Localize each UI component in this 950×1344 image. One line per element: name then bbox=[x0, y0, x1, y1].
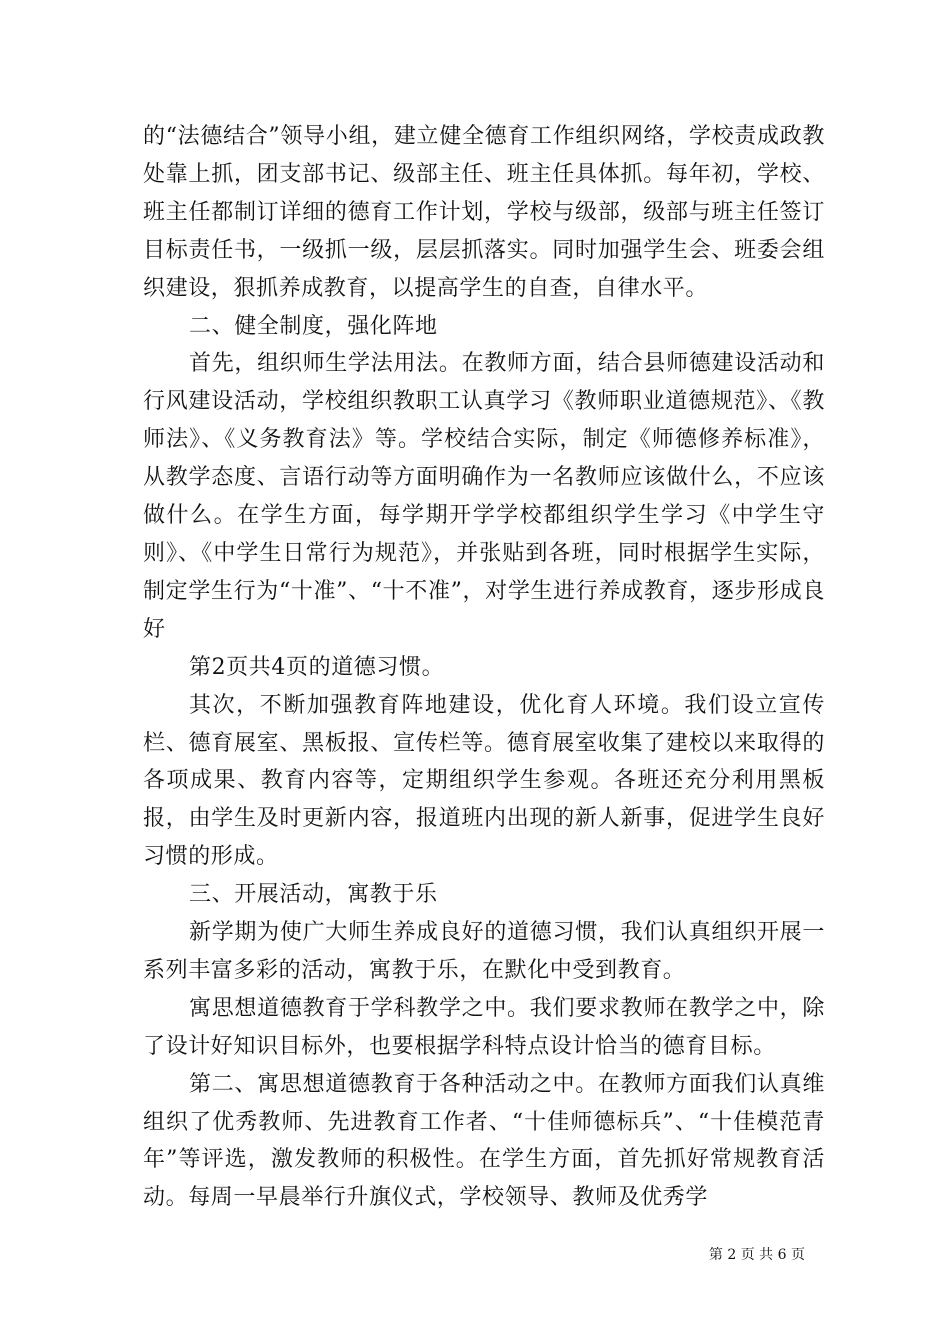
paragraph-7: 第二、寓思想道德教育于各种活动之中。在教师方面我们认真维组织了优秀教师、先进教育工作者、“十佳师德标兵”、“十佳模范青年”等评选，激发教师的积极性。在学生方面，首先抓好常规教育活动。每周一早晨举行升旗仪式，学校领导、教师及优秀学 bbox=[143, 1071, 825, 1211]
paragraph-2: 首先，组织师生学法用法。在教师方面，结合县师德建设活动和行风建设活动，学校组织教职工认真学习《教师职业道德规范》、《教师法》、《义务教育法》等。学校结合实际，制定《师德修养标准》，从教学态度、言语行动等方面明确作为一名教师应该做什么，不应该做什么。在学生方面，每学期开学学校都组织学生学习《中学生守则》、《中学生日常行为规范》，并张贴到各班，同时根据学生实际，制定学生行为“十准”、“十不准”，对学生进行养成教育，逐步形成良好 bbox=[143, 351, 825, 642]
paragraph-3: 第2页共4页的道德习惯。 bbox=[189, 654, 445, 680]
page-number: 第 2 页 共 6 页 bbox=[708, 1247, 805, 1263]
paragraph-1: 的“法德结合”领导小组，建立健全德育工作组织网络，学校责成政教处靠上抓，团支部书记、级部主任、班主任具体抓。每年初，学校、班主任都制订详细的德育工作计划，学校与级部，级部与班主任签订目标责任书，一级抓一级，层层抓落实。同时加强学生会、班委会组织建设，狠抓养成教育，以提高学生的自查，自律水平。 bbox=[143, 124, 825, 301]
heading-section-3: 三、开展活动，寓教于乐 bbox=[189, 882, 438, 908]
paragraph-5: 新学期为使广大师生养成良好的道德习惯，我们认真组织开展一系列丰富多彩的活动，寓教于乐，在默化中受到教育。 bbox=[143, 920, 825, 983]
paragraph-4: 其次，不断加强教育阵地建设，优化育人环境。我们设立宣传栏、德育展室、黑板报、宣传栏等。德育展室收集了建校以来取得的各项成果、教育内容等，定期组织学生参观。各班还充分利用黑板报，由学生及时更新内容，报道班内出现的新人新事，促进学生良好习惯的形成。 bbox=[143, 692, 825, 870]
document-body bbox=[143, 118, 825, 1217]
paragraph-6: 寓思想道德教育于学科教学之中。我们要求教师在教学之中，除了设计好知识目标外，也要根据学科特点设计恰当的德育目标。 bbox=[143, 995, 825, 1059]
heading-section-2: 二、健全制度，强化阵地 bbox=[189, 313, 438, 339]
